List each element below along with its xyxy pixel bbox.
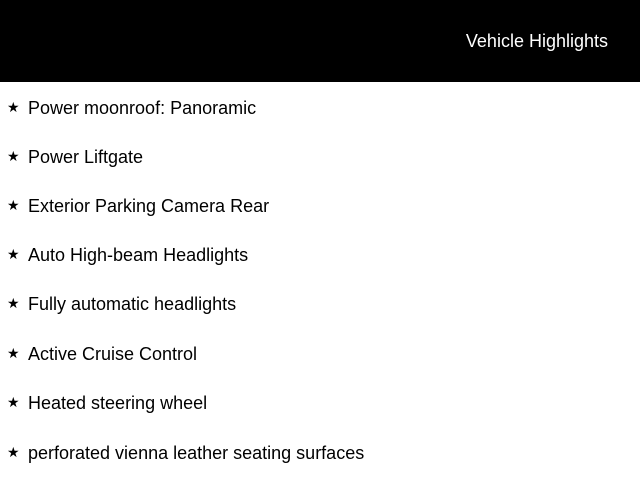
star-icon: ★: [7, 148, 20, 164]
highlight-label: Auto High-beam Headlights: [28, 245, 249, 265]
star-icon: ★: [7, 444, 20, 460]
star-icon: ★: [7, 246, 20, 262]
highlight-label: perforated vienna leather seating surfaces: [28, 443, 365, 463]
list-item: [0, 391, 640, 415]
star-icon: ★: [7, 394, 20, 410]
list-item: [0, 145, 640, 169]
list-item: [0, 342, 640, 366]
list-item: [0, 243, 640, 267]
list-item: [0, 292, 640, 316]
star-icon: ★: [7, 295, 20, 311]
star-icon: ★: [7, 99, 20, 115]
header-bar: [0, 0, 640, 82]
highlight-label: Exterior Parking Camera Rear: [28, 196, 270, 216]
star-icon: ★: [7, 345, 20, 361]
page-title: Vehicle Highlights: [465, 31, 608, 51]
highlight-label: Heated steering wheel: [28, 393, 208, 413]
list-item: [0, 194, 640, 218]
list-item: [0, 96, 640, 120]
highlight-label: Active Cruise Control: [28, 344, 198, 364]
star-icon: ★: [7, 197, 20, 213]
highlight-label: Fully automatic headlights: [28, 294, 237, 314]
list-item: [0, 441, 640, 465]
highlight-label: Power Liftgate: [28, 147, 144, 167]
highlight-label: Power moonroof: Panoramic: [28, 98, 257, 118]
